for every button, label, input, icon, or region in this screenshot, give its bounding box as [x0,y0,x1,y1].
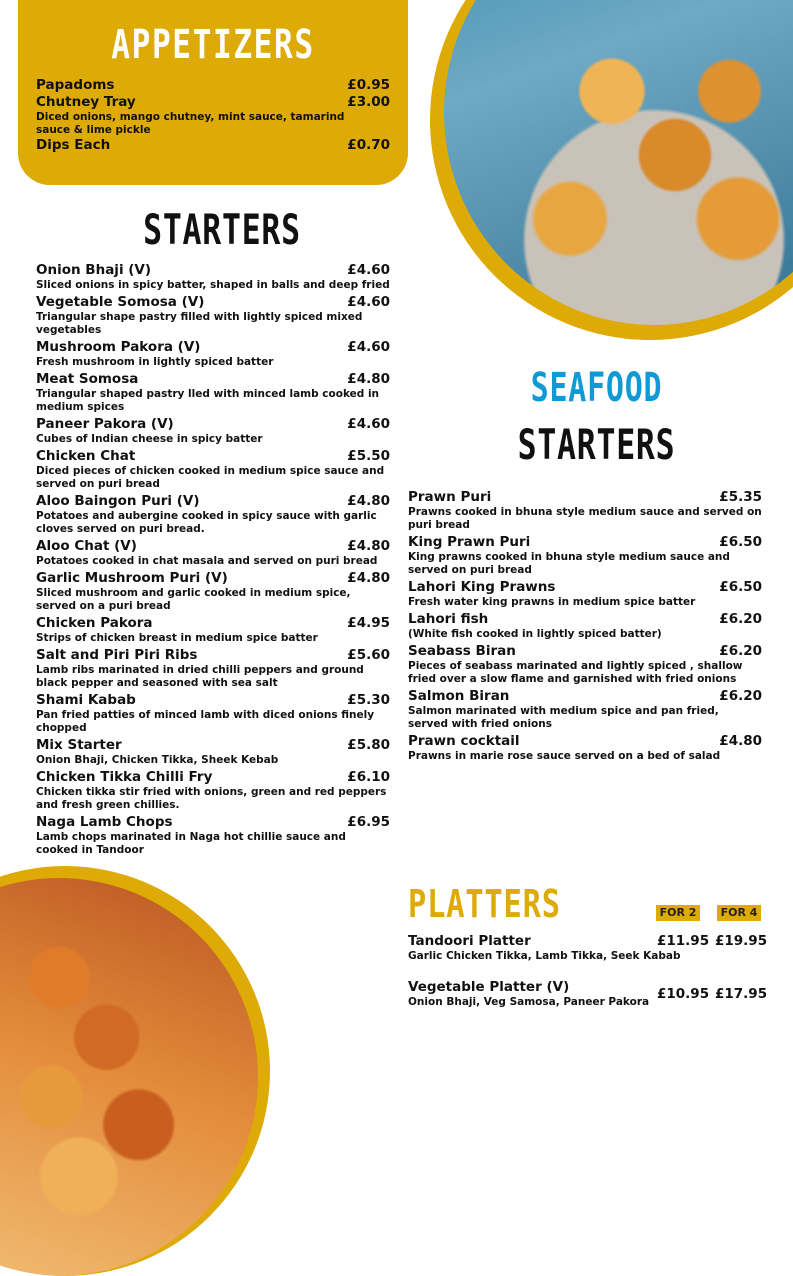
item-description: Fresh water king prawns in medium spice batter [408,596,696,608]
item-description: Potatoes cooked in chat masala and served on puri bread [36,555,378,567]
seafood-starters-heading: STARTERS [517,420,676,469]
menu-item [36,77,390,94]
item-price: £6.50 [719,534,762,550]
item-price: £4.60 [347,262,390,278]
menu-item [408,688,762,731]
item-description: Triangular shape pastry filled with lightly spiced mixed vegetables [36,311,363,336]
menu-item [36,692,390,735]
item-price: £4.80 [347,570,390,586]
item-description: Diced pieces of chicken cooked in medium spice sauce and served on puri bread [36,465,385,490]
pakora-food-photo [430,0,793,340]
item-description: Prawns cooked in bhuna style medium sauce and served on puri bread [408,506,762,531]
item-price: £4.80 [719,733,762,749]
item-price: £5.30 [347,692,390,708]
menu-item [36,371,390,414]
menu-item [36,262,390,292]
menu-item [36,814,390,857]
item-price: £5.50 [347,448,390,464]
item-description: Garlic Chicken Tikka, Lamb Tikka, Seek Kabab [408,950,681,962]
item-price: £5.80 [347,737,390,753]
item-price: £6.50 [719,579,762,595]
item-name: Shami Kabab [36,692,136,708]
item-price: £4.95 [347,615,390,631]
item-name: Vegetable Somosa (V) [36,294,205,310]
item-price: £4.60 [347,339,390,355]
item-name: Lahori King Prawns [408,579,556,595]
seafood-list [408,489,762,765]
item-price: £4.80 [347,538,390,554]
item-description: Lamb chops marinated in Naga hot chillie sauce and cooked in Tandoor [36,831,346,856]
item-price: £6.20 [719,688,762,704]
item-name: Salt and Piri Piri Ribs [36,647,198,663]
item-description: Onion Bhaji, Veg Samosa, Paneer Pakora [408,996,650,1008]
item-price: £0.70 [347,137,390,153]
menu-item [408,534,762,577]
menu-item [36,647,390,690]
item-description: Sliced onions in spicy batter, shaped in balls and deep fried [36,279,390,291]
for-2-badge: FOR 2 [656,905,700,921]
item-price: £4.80 [347,371,390,387]
item-description: Salmon marinated with medium spice and pan fried, served with fried onions [408,705,719,730]
item-description: Potatoes and aubergine cooked in spicy sauce with garlic cloves served on puri bread. [36,510,377,535]
item-name: Prawn Puri [408,489,492,505]
item-name: Papadoms [36,77,115,93]
item-name: Dips Each [36,137,111,153]
menu-item [36,137,390,154]
platter-item [408,933,768,963]
starters-heading: STARTERS [143,205,301,254]
for-4-badge: FOR 4 [717,905,761,921]
item-name: Mushroom Pakora (V) [36,339,201,355]
item-description: Diced onions, mango chutney, mint sauce, tamarind sauce & lime pickle [36,111,345,136]
item-description: Onion Bhaji, Chicken Tikka, Sheek Kebab [36,754,279,766]
item-description: Strips of chicken breast in medium spice batter [36,632,318,644]
item-price: £0.95 [347,77,390,93]
item-name: Vegetable Platter (V) [408,979,570,995]
item-name: Salmon Biran [408,688,510,704]
item-price: £6.20 [719,611,762,627]
menu-item [36,769,390,812]
item-price: £6.10 [347,769,390,785]
menu-item [408,579,762,609]
item-name: Seabass Biran [408,643,516,659]
item-price: £3.00 [347,94,390,110]
item-description: Fresh mushroom in lightly spiced batter [36,356,274,368]
item-name: Aloo Chat (V) [36,538,137,554]
menu-item [408,733,762,763]
item-description: Cubes of Indian cheese in spicy batter [36,433,263,445]
item-description: Sliced mushroom and garlic cooked in medium spice, served on a puri bread [36,587,351,612]
platters-heading: PLATTERS [408,882,561,926]
menu-item [408,611,762,641]
tandoori-prawns-food-photo [0,866,270,1276]
item-name: Prawn cocktail [408,733,520,749]
item-name: Chicken Chat [36,448,136,464]
item-name: King Prawn Puri [408,534,531,550]
menu-item [36,538,390,568]
menu-item [36,493,390,536]
item-description: Lamb ribs marinated in dried chilli peppers and ground black pepper and seasoned with sea salt [36,664,364,689]
item-description: Triangular shaped pastry lled with minced lamb cooked in medium spices [36,388,380,413]
item-name: Garlic Mushroom Puri (V) [36,570,228,586]
seafood-heading: SEAFOOD [530,365,663,411]
item-price: £4.60 [347,416,390,432]
appetizers-list [36,77,390,154]
item-name: Paneer Pakora (V) [36,416,174,432]
item-description: Pan fried patties of minced lamb with diced onions finely chopped [36,709,375,734]
menu-item [36,416,390,446]
item-price: £6.95 [347,814,390,830]
menu-item [36,339,390,369]
menu-item [36,615,390,645]
item-name: Aloo Baingon Puri (V) [36,493,200,509]
menu-item [408,643,762,686]
item-name: Onion Bhaji (V) [36,262,152,278]
item-name: Chicken Tikka Chilli Fry [36,769,213,785]
menu-item [36,94,390,137]
menu-item [36,294,390,337]
item-name: Tandoori Platter [408,933,531,949]
appetizers-panel [18,0,408,185]
item-price: £5.35 [719,489,762,505]
item-name: Mix Starter [36,737,122,753]
item-description: Prawns in marie rose sauce served on a bed of salad [408,750,721,762]
item-price: £4.60 [347,294,390,310]
menu-item [36,570,390,613]
platter-item [408,979,768,1009]
item-description: Chicken tikka stir fried with onions, green and red peppers and fresh green chillies. [36,786,387,811]
item-name: Meat Somosa [36,371,139,387]
item-price: £6.20 [719,643,762,659]
item-description: Pieces of seabass marinated and lightly spiced , shallow fried over a slow flame and garnished with fried onions [408,660,743,685]
item-price: £4.80 [347,493,390,509]
menu-item [36,448,390,491]
menu-item [36,737,390,767]
price-for-2: £11.95 [657,933,710,949]
item-name: Naga Lamb Chops [36,814,173,830]
item-name: Chutney Tray [36,94,136,110]
starters-list [36,262,390,859]
item-description: King prawns cooked in bhuna style medium sauce and served on puri bread [408,551,730,576]
item-description: (White fish cooked in lightly spiced batter) [408,628,662,640]
appetizers-heading: APPETIZERS [111,22,315,68]
item-price: £5.60 [347,647,390,663]
item-name: Chicken Pakora [36,615,153,631]
menu-item [408,489,762,532]
item-name: Lahori fish [408,611,489,627]
price-for-4: £19.95 [715,933,768,949]
price-for-2: £10.95 [657,986,710,1002]
price-for-4: £17.95 [715,986,768,1002]
